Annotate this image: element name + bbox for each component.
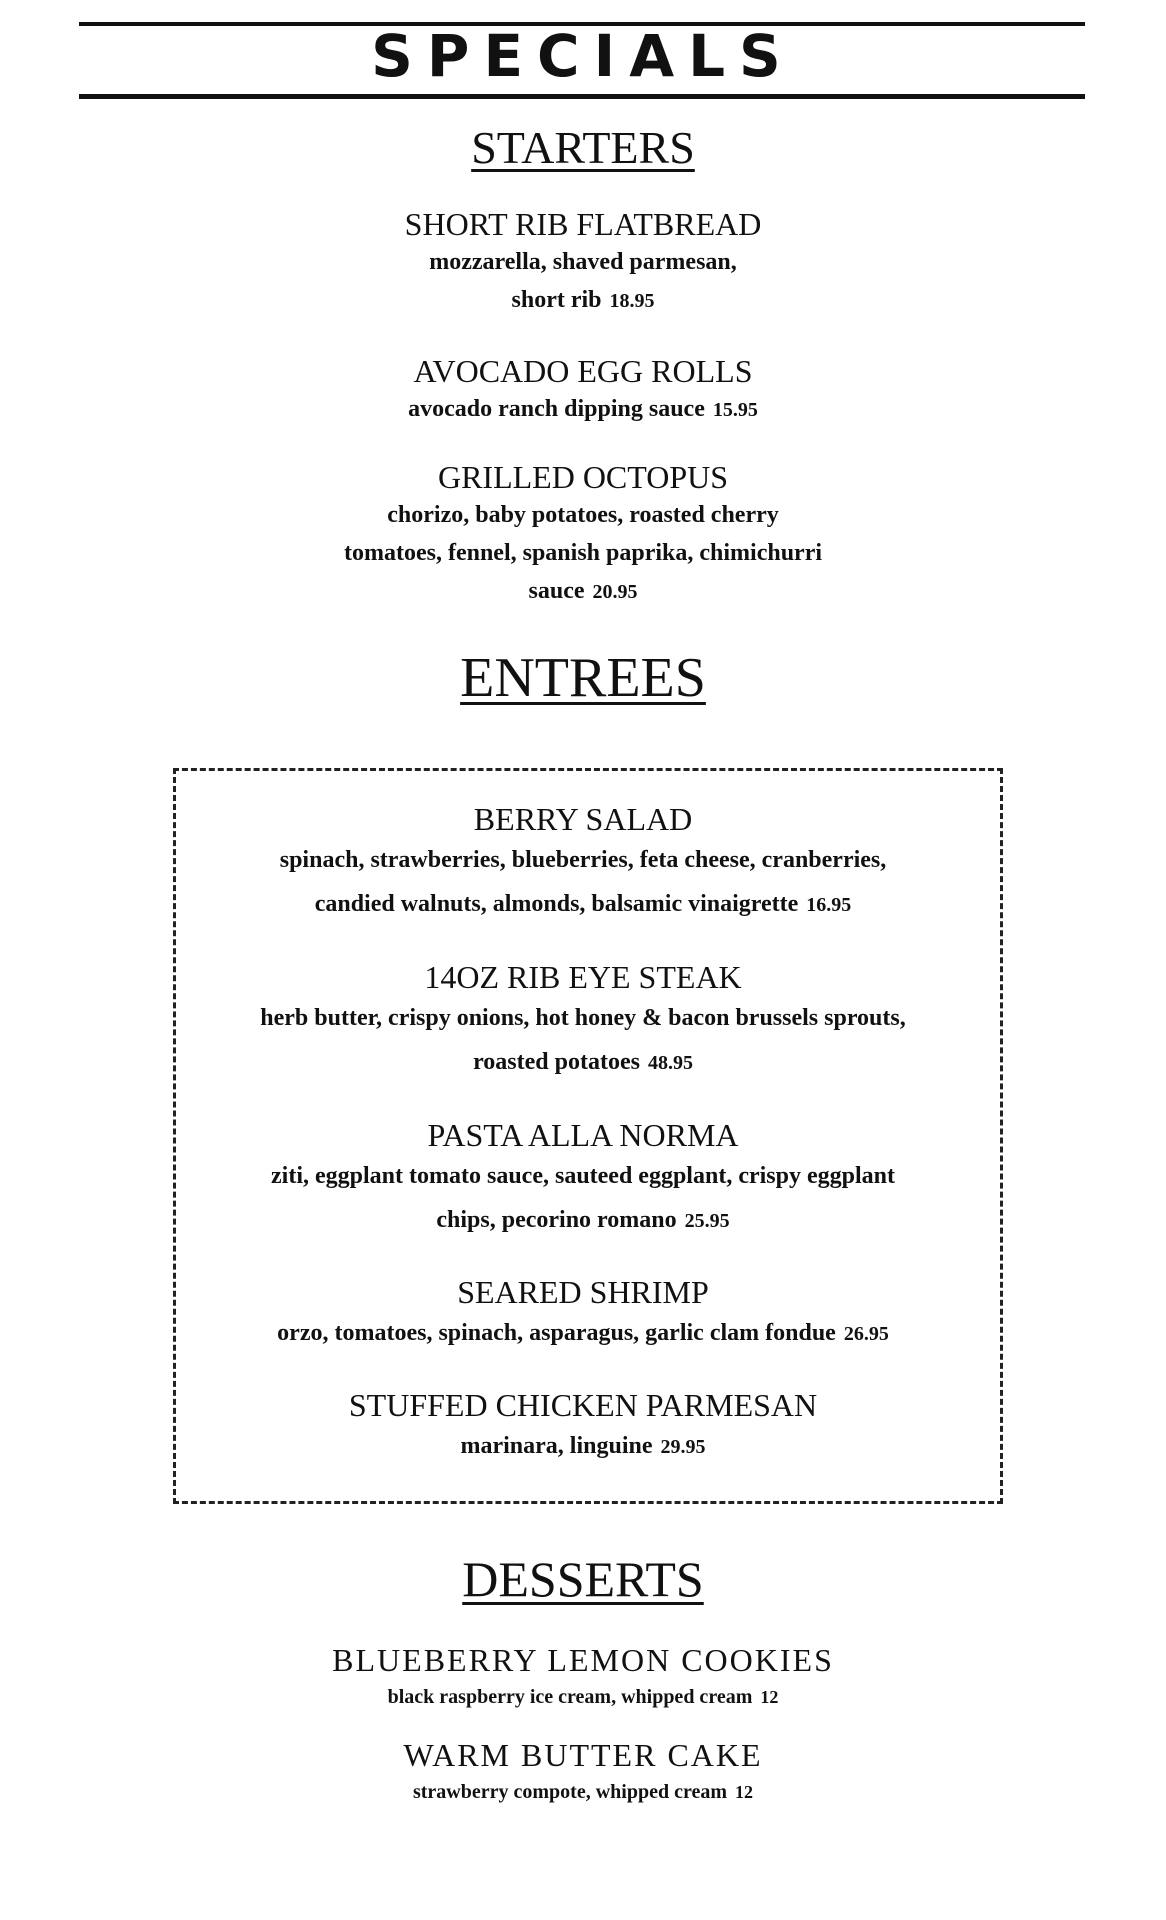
starter-item	[0, 352, 1166, 429]
item-name: PASTA ALLA NORMA	[427, 1117, 739, 1153]
item-name: SEARED SHRIMP	[457, 1274, 709, 1310]
item-price: 15.95	[712, 399, 758, 421]
item-description: ziti, eggplant tomato sauce, sauteed eggplant, crispy eggplant	[271, 1163, 895, 1189]
item-price: 26.95	[843, 1323, 889, 1345]
item-description: short rib	[511, 287, 602, 313]
entree-item	[0, 958, 1166, 1085]
item-description: avocado ranch dipping sauce	[408, 396, 705, 422]
dessert-item	[0, 1735, 1166, 1809]
item-description: sauce	[528, 578, 585, 604]
page-title: SPECIALS	[371, 22, 795, 90]
item-name: SHORT RIB FLATBREAD	[404, 206, 762, 242]
desserts-heading: DESSERTS	[462, 1551, 704, 1607]
item-name: 14OZ RIB EYE STEAK	[424, 959, 742, 995]
item-description: orzo, tomatoes, spinach, asparagus, garlic clam fondue	[277, 1320, 836, 1346]
item-price: 20.95	[592, 581, 638, 603]
item-description: strawberry compote, whipped cream	[412, 1781, 727, 1803]
item-name: STUFFED CHICKEN PARMESAN	[348, 1387, 818, 1423]
item-description: roasted potatoes	[473, 1049, 640, 1075]
item-price: 25.95	[684, 1210, 730, 1232]
entrees-heading: ENTREES	[460, 647, 706, 709]
starter-item	[0, 205, 1166, 320]
item-price: 12	[735, 1782, 753, 1802]
item-name: BERRY SALAD	[473, 801, 693, 837]
item-description: spinach, strawberries, blueberries, feta cheese, cranberries,	[279, 847, 887, 873]
item-price: 16.95	[806, 894, 852, 916]
item-price: 48.95	[647, 1052, 693, 1074]
entree-item	[0, 1386, 1166, 1469]
dessert-item	[0, 1640, 1166, 1714]
item-name: GRILLED OCTOPUS	[437, 459, 729, 495]
item-name: AVOCADO EGG ROLLS	[413, 353, 753, 389]
item-price: 12	[760, 1687, 779, 1707]
title-underline-rule	[79, 94, 1085, 99]
entree-item	[0, 800, 1166, 927]
item-description: chorizo, baby potatoes, roasted cherry	[387, 502, 779, 528]
item-description: marinara, linguine	[460, 1433, 653, 1459]
item-description: chips, pecorino romano	[436, 1207, 677, 1233]
item-name: WARM BUTTER CAKE	[403, 1737, 763, 1773]
item-description: black raspberry ice cream, whipped cream	[387, 1686, 753, 1708]
item-description: tomatoes, fennel, spanish paprika, chimichurri	[343, 540, 823, 566]
starters-heading: STARTERS	[471, 122, 695, 173]
starter-item	[0, 458, 1166, 611]
entree-item	[0, 1273, 1166, 1356]
item-price: 29.95	[660, 1436, 706, 1458]
item-name: BLUEBERRY LEMON COOKIES	[332, 1642, 834, 1678]
item-description: mozzarella, shaved parmesan,	[429, 249, 737, 275]
item-description: herb butter, crispy onions, hot honey & bacon brussels sprouts,	[260, 1005, 906, 1031]
item-price: 18.95	[609, 290, 655, 312]
entree-item	[0, 1116, 1166, 1243]
item-description: candied walnuts, almonds, balsamic vinaigrette	[314, 891, 799, 917]
